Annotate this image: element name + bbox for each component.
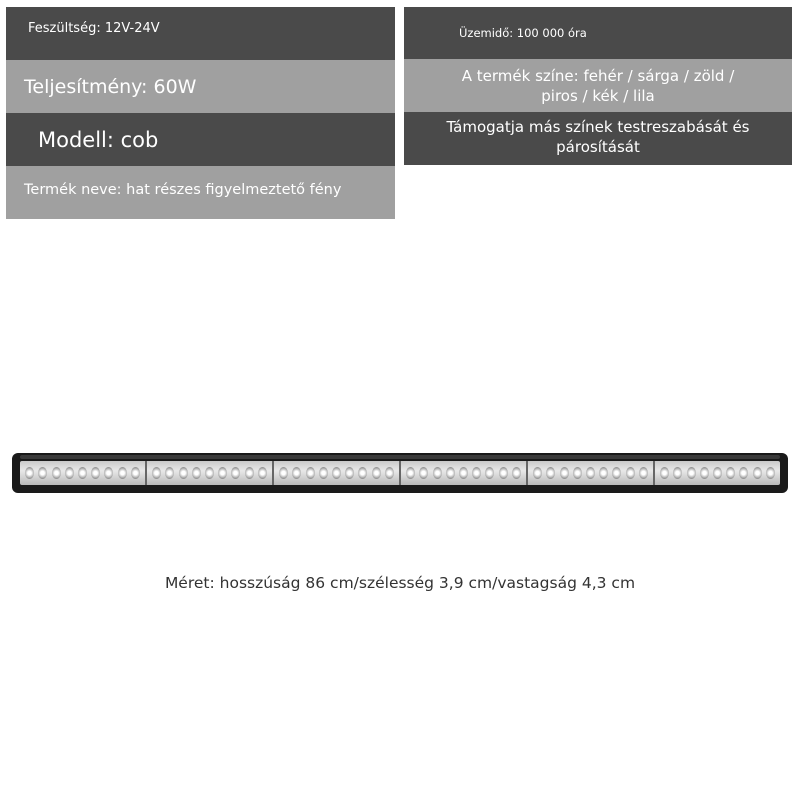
led-chip: [205, 467, 214, 479]
led-chip: [573, 467, 582, 479]
product-name-text: Termék neve: hat részes figyelmeztető fény: [24, 181, 342, 198]
led-chip: [358, 467, 367, 479]
led-chip: [218, 467, 227, 479]
led-chip: [258, 467, 267, 479]
led-chip: [319, 467, 328, 479]
led-chip: [131, 467, 140, 479]
led-chip: [165, 467, 174, 479]
led-chip: [766, 467, 775, 479]
led-chip: [372, 467, 381, 479]
led-chip: [25, 467, 34, 479]
led-chip: [512, 467, 521, 479]
led-chip: [713, 467, 722, 479]
led-chip: [279, 467, 288, 479]
led-chip: [459, 467, 468, 479]
light-bar-segment: [20, 461, 147, 485]
dimensions-text: Méret: hosszúság 86 cm/szélesség 3,9 cm/vastagság 4,3 cm: [164, 574, 636, 592]
led-chip: [586, 467, 595, 479]
led-chip: [38, 467, 47, 479]
product-name-spec: [6, 166, 395, 219]
led-chip: [485, 467, 494, 479]
color-text-line1: A termék színe: fehér / sárga / zöld /: [461, 66, 735, 85]
led-chip: [78, 467, 87, 479]
led-chip: [753, 467, 762, 479]
led-chip: [332, 467, 341, 479]
led-chip: [560, 467, 569, 479]
led-chip: [192, 467, 201, 479]
led-chip: [345, 467, 354, 479]
led-chip: [433, 467, 442, 479]
custom-text-line1: Támogatja más színek testreszabását és: [446, 117, 750, 136]
led-chip: [446, 467, 455, 479]
voltage-text: Feszültség: 12V-24V: [28, 21, 160, 36]
led-chip: [499, 467, 508, 479]
led-chip: [687, 467, 696, 479]
led-chip: [660, 467, 669, 479]
color-spec: [404, 59, 792, 112]
led-chip: [726, 467, 735, 479]
led-chip: [626, 467, 635, 479]
led-chip: [406, 467, 415, 479]
led-chip: [546, 467, 555, 479]
led-chip: [673, 467, 682, 479]
led-chip: [612, 467, 621, 479]
led-chip: [639, 467, 648, 479]
led-chip: [118, 467, 127, 479]
led-chip: [65, 467, 74, 479]
light-bar-segment: [147, 461, 274, 485]
color-text-line2: piros / kék / lila: [541, 86, 655, 105]
led-chip: [419, 467, 428, 479]
led-chip: [472, 467, 481, 479]
light-bar-segment: [655, 461, 780, 485]
voltage-spec: [6, 7, 395, 60]
power-spec: [6, 60, 395, 113]
led-chip: [91, 467, 100, 479]
led-light-bar-image: [12, 453, 788, 493]
led-chip: [700, 467, 709, 479]
light-bar-lens: [20, 461, 780, 485]
led-chip: [152, 467, 161, 479]
led-chip: [231, 467, 240, 479]
led-chip: [385, 467, 394, 479]
model-spec: [6, 113, 395, 166]
led-chip: [739, 467, 748, 479]
led-chip: [533, 467, 542, 479]
model-text: Modell: cob: [38, 127, 159, 152]
led-chip: [292, 467, 301, 479]
lifetime-text: Üzemidő: 100 000 óra: [459, 26, 587, 40]
led-chip: [52, 467, 61, 479]
lifetime-spec: [404, 7, 792, 59]
led-chip: [179, 467, 188, 479]
customization-spec: [404, 112, 792, 165]
led-chip: [245, 467, 254, 479]
light-bar-segment: [528, 461, 655, 485]
light-bar-segment: [274, 461, 401, 485]
led-chip: [104, 467, 113, 479]
power-text: Teljesítmény: 60W: [24, 75, 197, 98]
led-chip: [599, 467, 608, 479]
light-bar-segment: [401, 461, 528, 485]
custom-text-line2: párosítását: [556, 137, 640, 156]
led-chip: [306, 467, 315, 479]
light-bar-rail: [20, 455, 780, 459]
